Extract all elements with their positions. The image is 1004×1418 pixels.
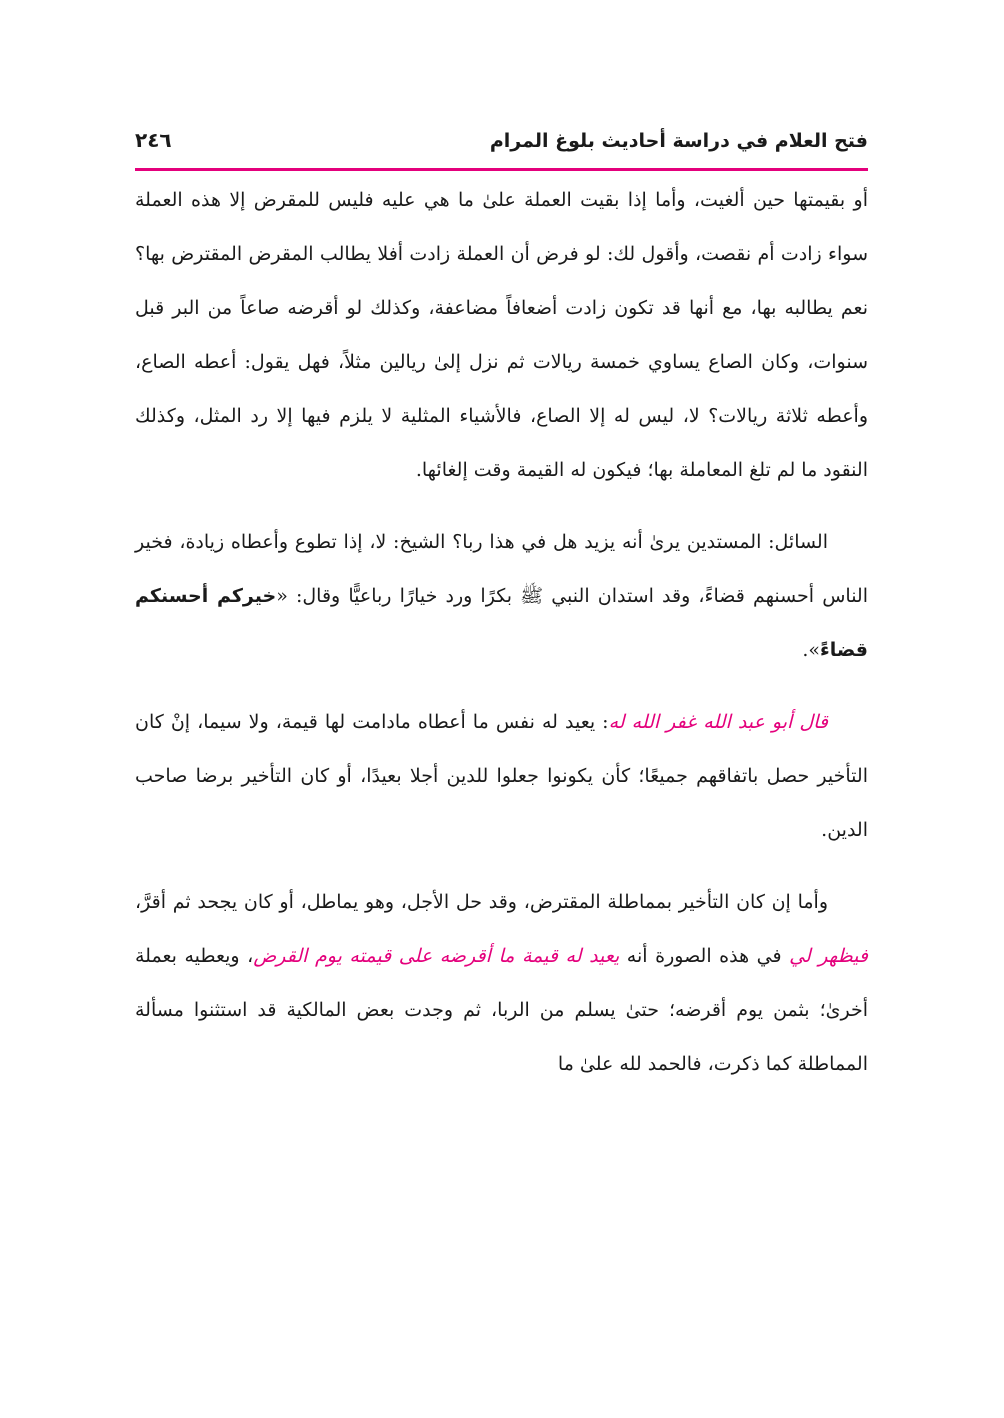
text-segment: ، ويعطيه بعملة أخرىٰ؛ بثمن يوم أقرضه؛ حتىٰ يسلم من الربا، ثم وجدت بعض المالكية قد استثنوا مسألة المماطلة كما ذكرت، فالحمد لله علىٰ ما <box>135 945 868 1075</box>
author-note-label: قال أبو عبد الله غفر الله له <box>608 711 829 733</box>
paragraph <box>135 515 868 677</box>
page <box>135 128 868 1091</box>
text-segment: : يعيد له نفس ما أعطاه مادامت لها قيمة، ولا سيما، إنْ كان التأخير حصل باتفاقهم جميعًا؛ كأن يكونوا جعلوا للدين أجلا بعيدًا، أو كان التأخير برضا صاحب الدين. <box>135 711 868 841</box>
hadith-quote: خيركم أحسنكم قضاءً <box>135 585 868 661</box>
text-segment: السائل: المستدين يرىٰ أنه يزيد هل في هذا ربا؟ الشيخ: لا، إذا تطوع وأعطاه زيادة، فخير الناس أحسنهم قضاءً، وقد استدان النبي ﷺ بكرًا ورد خيارًا رباعيًّا وقال: « <box>135 531 868 607</box>
paragraph-gap <box>135 857 868 875</box>
text-segment: في هذه الصورة أنه <box>619 945 790 967</box>
paragraph <box>135 173 868 497</box>
header-rule <box>135 168 868 171</box>
page-number: ٢٤٦ <box>135 128 172 152</box>
paragraph-gap <box>135 677 868 695</box>
text-segment: وأما إن كان التأخير بمماطلة المقترض، وقد حل الأجل، وهو يماطل، أو كان يجحد ثم أقرَّ، <box>135 891 828 913</box>
highlighted-phrase: فيظهر لي <box>789 945 869 967</box>
paragraph-gap <box>135 497 868 515</box>
paragraph <box>135 695 868 857</box>
running-header <box>135 128 868 164</box>
text-segment: ». <box>802 639 820 661</box>
paragraph <box>135 875 868 1091</box>
highlighted-phrase: يعيد له قيمة ما أقرضه على قيمته يوم القرض <box>253 945 620 967</box>
body-text <box>135 173 868 1091</box>
book-title: فتح العلام في دراسة أحاديث بلوغ المرام <box>489 130 868 152</box>
text-segment: أو بقيمتها حين ألغيت، وأما إذا بقيت العملة علىٰ ما هي عليه فليس للمقرض إلا هذه العملة سواء زادت أم نقصت، وأقول لك: لو فرض أن العملة زادت أفلا يطالب المقرض المقترض بها؟ نعم يطالبه بها، مع أنها قد تكون زادت أضعافاً مضاعفة، وكذلك لو أقرضه صاعاً من البر قبل سنوات، وكان الصاع يساوي خمسة ريالات ثم نزل إلىٰ ريالين مثلاً، فهل يقول: أعطه الصاع، وأعطه ثلاثة ريالات؟ لا، ليس له إلا الصاع، فالأشياء المثلية لا يلزم فيها إلا رد المثل، وكذلك النقود ما لم تلغ المعاملة بها؛ فيكون له القيمة وقت إلغائها. <box>135 189 868 481</box>
